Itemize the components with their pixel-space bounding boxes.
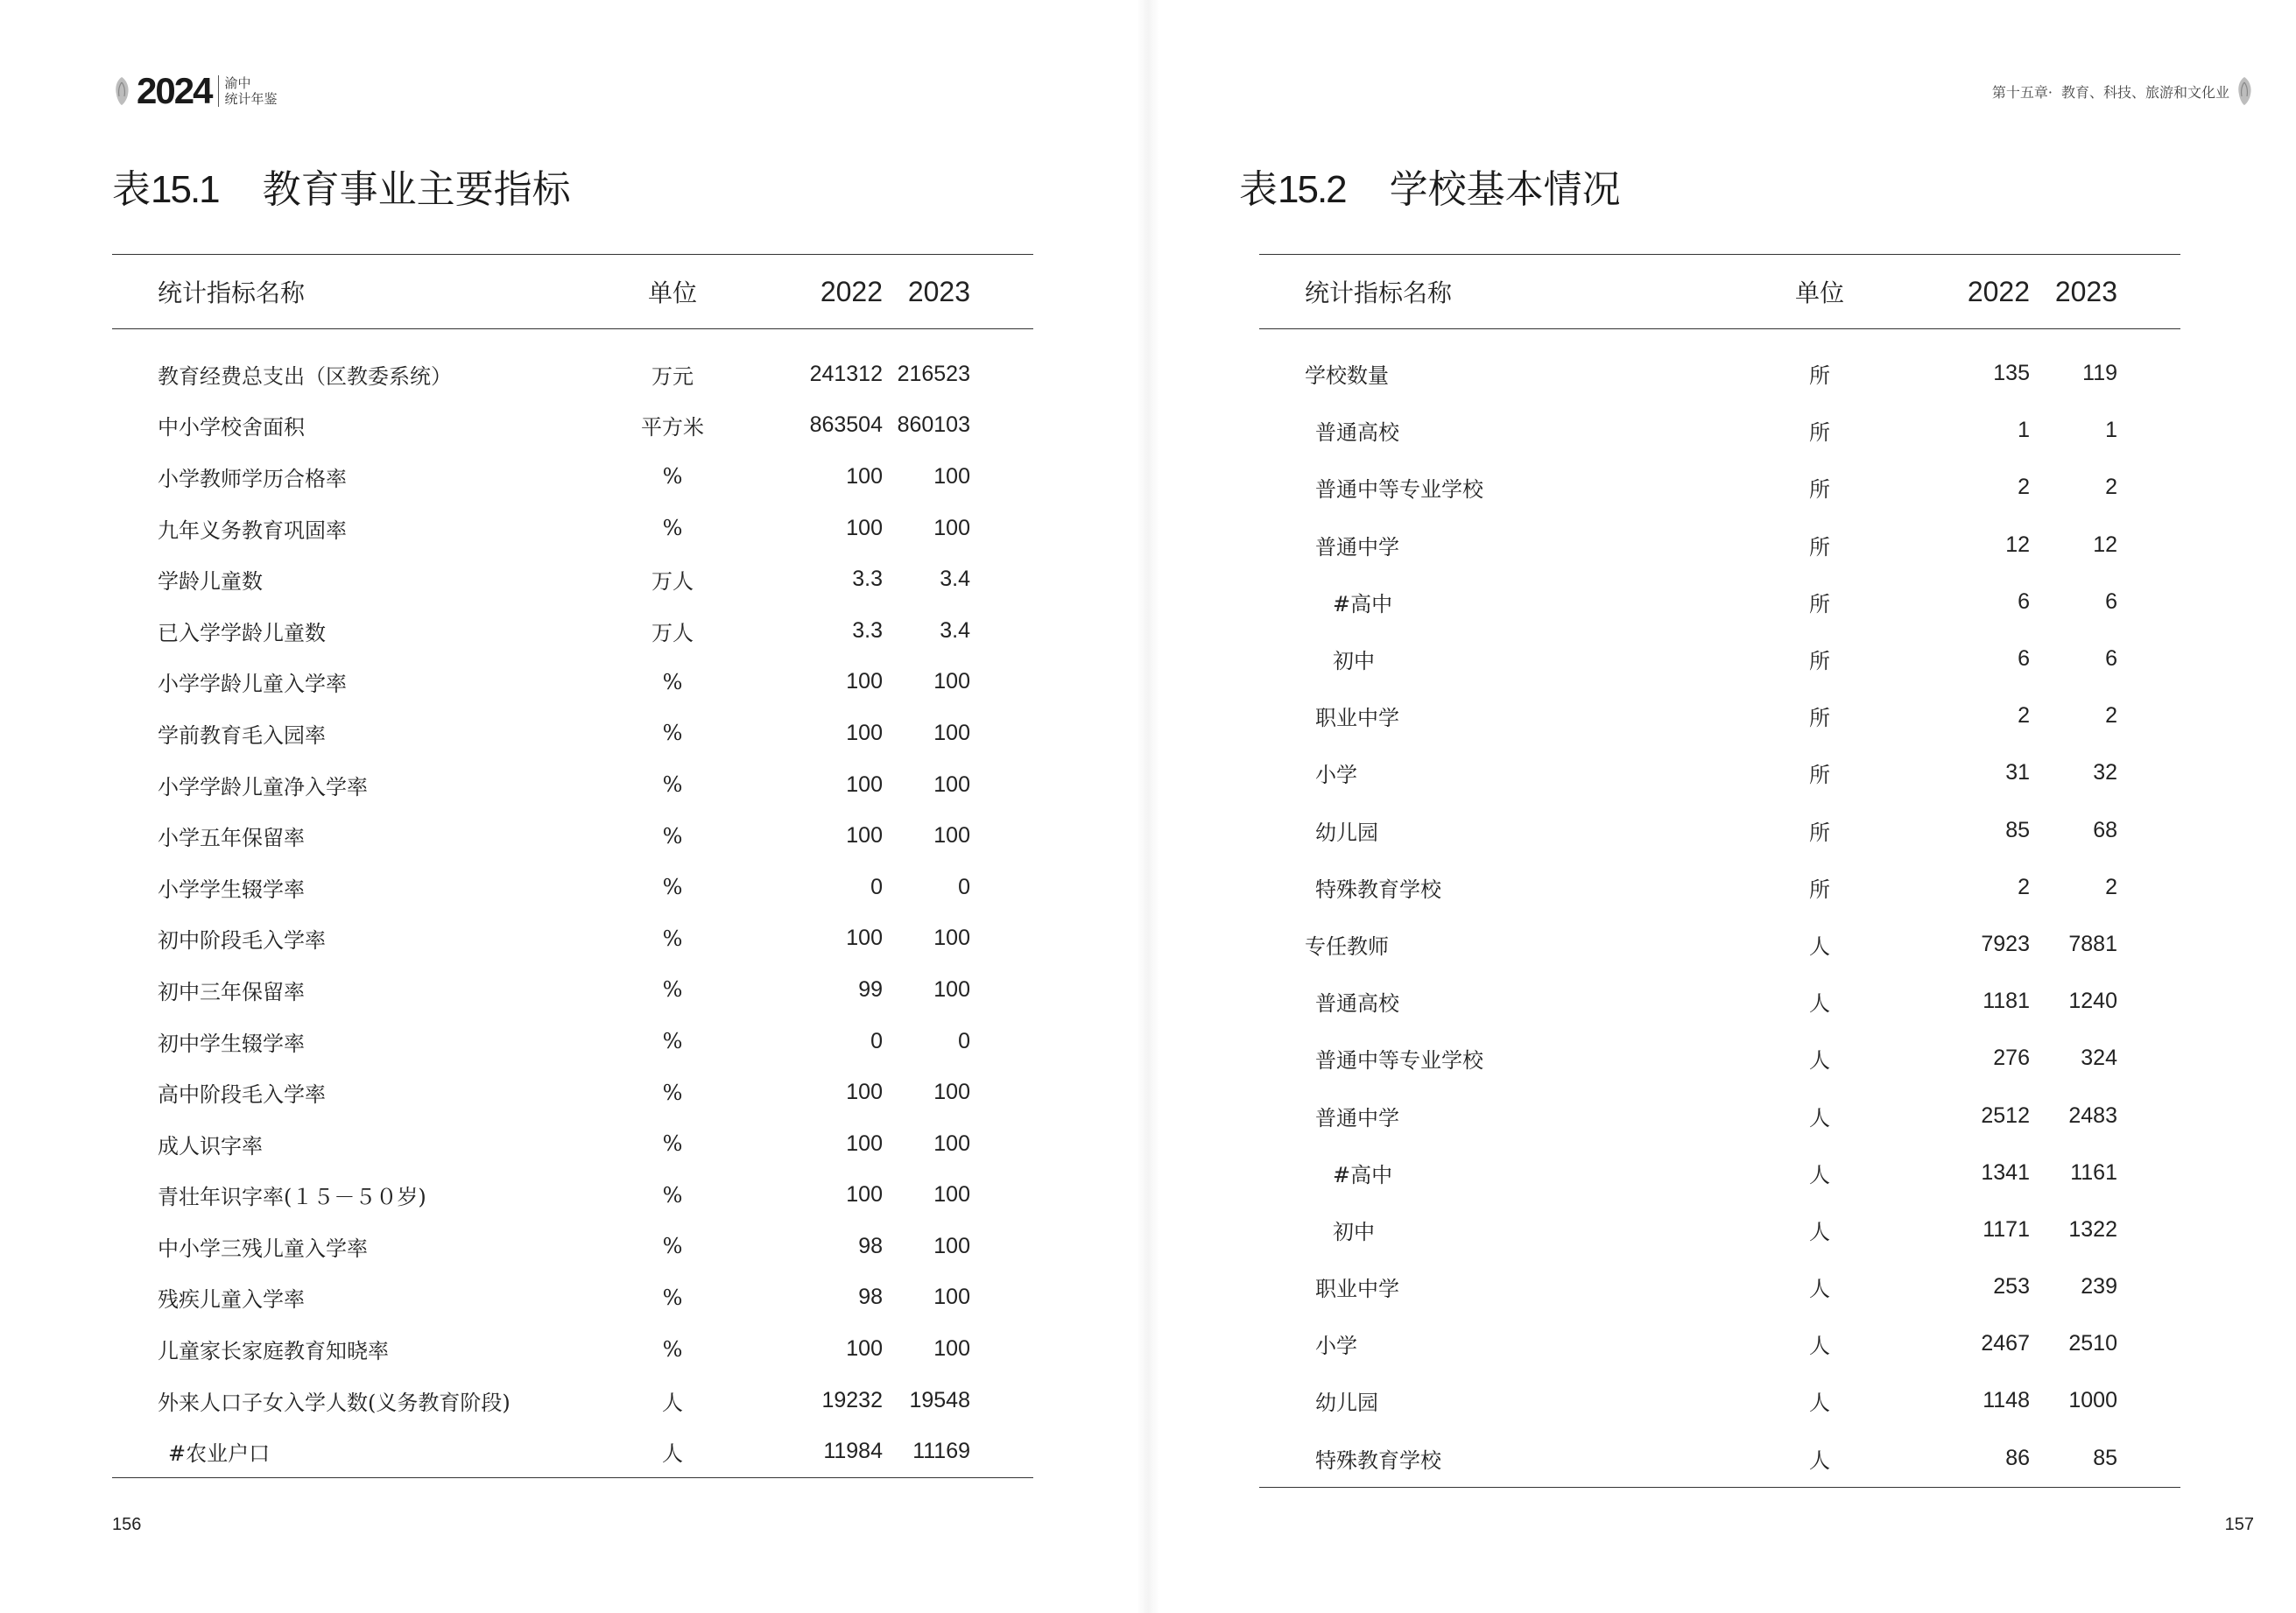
table1-cell-indicator: 初中三年保留率 (158, 979, 305, 1004)
table1-row (112, 1118, 1033, 1170)
table2-row (1259, 1201, 2180, 1258)
table2-cell-2023: 6 (2105, 646, 2117, 672)
table2-cell-2023: 1 (2105, 418, 2117, 443)
table2-cell-2022: 12 (2005, 532, 2030, 557)
table2-cell-2023: 68 (2093, 817, 2117, 842)
table1-row (112, 1375, 1033, 1426)
table2-cell-unit: 所 (1809, 763, 1830, 788)
table2-cell-indicator: 小学 (1315, 763, 1357, 788)
table2-cell-2022: 86 (1890, 1430, 2030, 1488)
table1-title-name: 教育事业主要指标 (262, 167, 571, 212)
table2-row (1259, 517, 2180, 574)
table2-cell-indicator: 专任教师 (1305, 933, 1389, 959)
table1-cell-2022: 98 (858, 1233, 883, 1258)
table1-cell-2022: 100 (846, 669, 883, 694)
table1-cell-unit: 平方米 (641, 415, 704, 440)
table2-cell-2023: 12 (2093, 532, 2117, 557)
table2-cell-2023: 1000 (2068, 1388, 2117, 1413)
table1-cell-2023: 100 (933, 515, 970, 540)
table2-row (1259, 1258, 2180, 1315)
table2-row (1259, 329, 2180, 403)
table2-cell-unit: 所 (1809, 591, 1830, 616)
table2-cell-2022: 6 (2018, 646, 2030, 672)
table2-cell-indicator: 特殊教育学校 (1315, 877, 1441, 902)
table1-cell-2023: 100 (933, 1285, 970, 1310)
table1-cell-unit: % (662, 669, 683, 694)
table1-row (112, 451, 1033, 503)
table1-row (112, 1016, 1033, 1067)
chapter-title: 教育、科技、旅游和文化业 (2060, 83, 2229, 101)
table2-row (1259, 744, 2180, 801)
table2-cell-unit: 人 (1809, 1048, 1830, 1074)
table1-cell-indicator: 残疾儿童入学率 (158, 1287, 305, 1313)
table1-row (112, 1323, 1033, 1375)
table1-cell-2022: 100 (846, 1336, 883, 1362)
table1-cell-2022: 98 (858, 1285, 883, 1310)
table1-row (112, 400, 1033, 452)
table2-cell-indicator: 普通高校 (1315, 991, 1399, 1017)
table1-cell-unit: 万人 (651, 620, 694, 645)
table1-row (112, 1272, 1033, 1324)
table2-row (1259, 1145, 2180, 1201)
table1-cell-2022: 100 (846, 1131, 883, 1156)
table2-cell-2022: 276 (1993, 1046, 2030, 1071)
table2-title-name: 学校基本情况 (1389, 167, 1621, 212)
table1-cell-unit: % (662, 1336, 683, 1362)
table1-row (112, 810, 1033, 862)
table1-cell-unit: % (662, 464, 683, 490)
table1-cell-indicator: 初中学生辍学率 (158, 1031, 305, 1056)
right-page (1148, 0, 2296, 1613)
table1-education-indicators (112, 254, 1033, 1478)
table2-row (1259, 630, 2180, 687)
table1-cell-2023: 100 (933, 1131, 970, 1156)
table2-cell-2022: 1171 (1983, 1216, 2030, 1242)
table2-cell-indicator: 幼儿园 (1315, 820, 1378, 845)
table2-cell-indicator: 普通中学 (1315, 534, 1399, 560)
table1-cell-indicator: 中小学三残儿童入学率 (158, 1236, 368, 1261)
table1-cell-unit: % (662, 772, 683, 798)
table1-col-indicator: 统计指标名称 (112, 255, 602, 329)
table1-cell-2022: 100 (846, 463, 883, 489)
table2-cell-unit: 所 (1809, 649, 1830, 674)
table2-cell-unit: 所 (1809, 363, 1830, 389)
table1-cell-indicator: 儿童家长家庭教育知晓率 (158, 1339, 389, 1364)
table1-cell-2023: 0 (958, 1028, 970, 1053)
table1-cell-indicator: 初中阶段毛入学率 (158, 928, 326, 954)
table2-cell-2022: 2 (2018, 475, 2030, 500)
table1-cell-unit: 人 (602, 1426, 743, 1477)
table1-cell-2023: 860103 (897, 412, 970, 438)
table1-row (112, 1170, 1033, 1222)
table2-cell-2022: 2512 (1981, 1102, 2030, 1128)
table1-cell-2023: 100 (933, 720, 970, 745)
table2-cell-indicator: 普通高校 (1315, 420, 1399, 446)
table1-cell-unit: % (662, 1182, 683, 1208)
table2-cell-unit: 人 (1809, 1162, 1830, 1187)
table2-cell-2023: 2 (2105, 874, 2117, 899)
table1-cell-2023: 100 (933, 1080, 970, 1105)
table1-title-prefix: 表 (112, 167, 151, 212)
table2-cell-2022: 1181 (1983, 989, 2030, 1014)
table1-cell-2023: 100 (933, 1336, 970, 1362)
landmark-emblem-icon (112, 75, 131, 107)
table2-cell-unit: 人 (1809, 1105, 1830, 1131)
table1-cell-2022: 241312 (809, 361, 883, 386)
table2-col-unit: 单位 (1750, 255, 1890, 329)
table2-cell-2022: 2 (2018, 703, 2030, 729)
table1-cell-2022: 100 (846, 515, 883, 540)
table2-cell-indicator: 职业中学 (1315, 1277, 1399, 1302)
table1-col-2022: 2022 (743, 255, 883, 329)
table2-cell-2022: 1148 (1983, 1388, 2030, 1413)
table1-cell-unit: % (662, 823, 683, 849)
table1-cell-unit: 人 (662, 1390, 683, 1415)
table1-cell-2022: 100 (846, 823, 883, 849)
table1-cell-indicator: 小学学生辍学率 (158, 877, 305, 902)
table1-row (112, 553, 1033, 605)
table1-row (112, 605, 1033, 657)
table1-cell-indicator: 高中阶段毛入学率 (158, 1082, 326, 1108)
table2-title-prefix: 表 (1239, 167, 1278, 212)
table1-cell-unit: 万人 (651, 569, 694, 595)
table2-row (1259, 402, 2180, 459)
page-number-left: 156 (112, 1515, 142, 1534)
table1-cell-2022: 0 (870, 874, 883, 899)
table1-cell-2022: 100 (846, 720, 883, 745)
table2-cell-indicator: 特殊教育学校 (1259, 1430, 1750, 1488)
page-number-right: 157 (2224, 1515, 2254, 1534)
table1-cell-indicator: 小学学龄儿童净入学率 (158, 774, 368, 799)
table2-row (1259, 1030, 2180, 1087)
table1-row (112, 913, 1033, 965)
table1-cell-indicator: 青壮年识字率(１５－５０岁) (158, 1185, 426, 1210)
landmark-emblem-icon (2235, 75, 2254, 107)
table1-cell-2023: 11169 (883, 1426, 1033, 1477)
table2-cell-indicator: 普通中学 (1315, 1105, 1399, 1131)
table2-cell-2023: 2 (2105, 703, 2117, 729)
table1-cell-2023: 100 (933, 823, 970, 849)
table1-cell-2023: 100 (933, 771, 970, 797)
table1-cell-2022: 100 (846, 1182, 883, 1208)
table2-row (1259, 802, 2180, 859)
table1-cell-2023: 100 (933, 463, 970, 489)
chapter-header (1990, 74, 2254, 109)
table1-cell-2022: 3.3 (852, 567, 883, 592)
table2-cell-indicator: 初中 (1333, 649, 1375, 674)
table2-cell-indicator: #高中 (1333, 1162, 1393, 1187)
table2-header-row (1259, 255, 2180, 329)
table1-cell-unit: % (662, 1080, 683, 1105)
table1-row (112, 329, 1033, 400)
table1-header-row (112, 255, 1033, 329)
table2-cell-2022: 2467 (1981, 1331, 2030, 1356)
table1-cell-2022: 0 (870, 1028, 883, 1053)
table2-cell-unit: 人 (1809, 933, 1830, 959)
table2-school-basics (1259, 254, 2180, 1488)
table2-col-2023: 2023 (2030, 255, 2180, 329)
table1-cell-2023: 100 (933, 926, 970, 951)
table2-cell-2023: 1240 (2068, 989, 2117, 1014)
table1-cell-2023: 3.4 (940, 617, 970, 643)
table1-title-number: 15.1 (151, 168, 219, 211)
table2-cell-2023: 324 (2081, 1046, 2117, 1071)
table1-row (112, 862, 1033, 913)
table1-cell-indicator: 学前教育毛入园率 (158, 722, 326, 748)
table2-cell-2023: 7881 (2068, 931, 2117, 956)
table2-cell-unit: 人 (1809, 991, 1830, 1017)
table2-row (1259, 1087, 2180, 1144)
table2-cell-2023: 1322 (2068, 1216, 2117, 1242)
table1-cell-2023: 19548 (909, 1387, 970, 1412)
table1-row (112, 657, 1033, 708)
table1-cell-2022: 11984 (743, 1426, 883, 1477)
table2-row (1259, 916, 2180, 973)
table2-title (1239, 158, 1621, 214)
table2-cell-indicator: 幼儿园 (1315, 1391, 1378, 1416)
table1-title (112, 158, 571, 214)
table1-col-unit: 单位 (602, 255, 743, 329)
table2-row (1259, 973, 2180, 1030)
table2-cell-indicator: 初中 (1333, 1219, 1375, 1244)
table2-cell-2023: 85 (2030, 1430, 2180, 1488)
table2-cell-2022: 1 (2018, 418, 2030, 443)
table2-cell-2023: 6 (2105, 588, 2117, 614)
table1-cell-unit: % (662, 875, 683, 900)
table2-col-indicator: 统计指标名称 (1259, 255, 1750, 329)
table1-cell-unit: % (662, 1131, 683, 1157)
table2-row (1259, 459, 2180, 516)
table1-cell-unit: 万元 (651, 363, 694, 389)
table2-cell-unit: 所 (1809, 706, 1830, 731)
table2-cell-unit: 人 (1809, 1391, 1830, 1416)
table2-cell-2022: 7923 (1981, 931, 2030, 956)
table1-cell-indicator: 学龄儿童数 (158, 569, 263, 595)
yearbook-name-line2: 统计年鉴 (224, 91, 278, 107)
table2-cell-unit: 所 (1809, 534, 1830, 560)
table2-cell-indicator: 普通中等专业学校 (1315, 477, 1483, 503)
table1-cell-2023: 100 (933, 1182, 970, 1208)
table1-cell-2022: 100 (846, 771, 883, 797)
table1-row (112, 1221, 1033, 1272)
table1-cell-2022: 3.3 (852, 617, 883, 643)
table1-cell-unit: % (662, 721, 683, 746)
table1-cell-unit: % (662, 1234, 683, 1259)
table2-title-number: 15.2 (1278, 168, 1346, 211)
table2-cell-2023: 1161 (2070, 1159, 2117, 1185)
table2-col-2022: 2022 (1890, 255, 2030, 329)
table2-cell-unit: 人 (1750, 1430, 1890, 1488)
table1-cell-indicator: 外来人口子女入学人数(义务教育阶段) (158, 1390, 511, 1415)
table2-cell-indicator: 普通中等专业学校 (1315, 1048, 1483, 1074)
table1-row (112, 708, 1033, 759)
table1-row (112, 503, 1033, 554)
table1-cell-indicator: 中小学校舍面积 (158, 415, 305, 440)
yearbook-year: 2024 (137, 70, 212, 111)
table1-row (112, 1067, 1033, 1118)
table2-row (1259, 1430, 2180, 1488)
table1-cell-2022: 99 (858, 976, 883, 1002)
table1-cell-unit: % (662, 516, 683, 541)
table2-cell-2022: 1341 (1981, 1159, 2030, 1185)
table2-cell-indicator: #高中 (1333, 591, 1393, 616)
table1-cell-indicator: 小学五年保留率 (158, 826, 305, 851)
table1-cell-indicator: 成人识字率 (158, 1133, 263, 1159)
table2-cell-unit: 所 (1809, 820, 1830, 845)
yearbook-logo (112, 68, 277, 114)
table2-cell-unit: 所 (1809, 420, 1830, 446)
table1-row (112, 964, 1033, 1016)
table1-row (112, 1426, 1033, 1477)
table2-cell-2023: 32 (2093, 760, 2117, 785)
table1-cell-unit: % (662, 1029, 683, 1054)
table1-cell-indicator: 九年义务教育巩固率 (158, 518, 347, 543)
table2-cell-unit: 所 (1809, 877, 1830, 902)
table1-cell-2023: 100 (933, 1233, 970, 1258)
table2-cell-2022: 85 (2005, 817, 2030, 842)
table2-cell-unit: 人 (1809, 1219, 1830, 1244)
table1-cell-2023: 100 (933, 976, 970, 1002)
table2-cell-2022: 135 (1993, 361, 2030, 386)
yearbook-name-line1: 渝中 (224, 75, 251, 91)
table2-row (1259, 687, 2180, 744)
table1-cell-indicator: 已入学学龄儿童数 (158, 620, 326, 645)
table2-cell-2022: 2 (2018, 874, 2030, 899)
table2-cell-indicator: 学校数量 (1305, 363, 1389, 389)
table2-cell-2023: 239 (2081, 1274, 2117, 1300)
table2-cell-2023: 2483 (2068, 1102, 2117, 1128)
table1-cell-2023: 0 (958, 874, 970, 899)
table1-cell-unit: % (662, 926, 683, 951)
table1-cell-2022: 863504 (809, 412, 883, 438)
table1-col-2023: 2023 (883, 255, 1033, 329)
table1-cell-2022: 19232 (821, 1387, 883, 1412)
table2-cell-2022: 253 (1993, 1274, 2030, 1300)
table2-cell-2023: 2510 (2068, 1331, 2117, 1356)
table1-cell-2023: 3.4 (940, 567, 970, 592)
table1-cell-2023: 100 (933, 669, 970, 694)
table2-cell-unit: 人 (1809, 1334, 1830, 1359)
table1-cell-unit: % (662, 1285, 683, 1310)
table2-cell-2022: 31 (2005, 760, 2030, 785)
table2-row (1259, 1315, 2180, 1372)
table2-cell-indicator: 小学 (1315, 1334, 1357, 1359)
table1-cell-indicator: 小学学龄儿童入学率 (158, 672, 347, 697)
table2-cell-indicator: 职业中学 (1315, 706, 1399, 731)
yearbook-name (218, 75, 277, 107)
table2-row (1259, 859, 2180, 916)
table1-cell-2023: 216523 (897, 361, 970, 386)
table2-row (1259, 574, 2180, 630)
table1-cell-2022: 100 (846, 1080, 883, 1105)
table2-cell-unit: 人 (1809, 1277, 1830, 1302)
table1-cell-indicator: 教育经费总支出（区教委系统） (158, 363, 452, 389)
table2-cell-2022: 6 (2018, 588, 2030, 614)
table2-cell-2023: 119 (2082, 361, 2117, 386)
table1-cell-2022: 100 (846, 926, 883, 951)
table1-cell-indicator: #农业户口 (112, 1426, 602, 1477)
table1-row (112, 759, 1033, 811)
table1-cell-unit: % (662, 977, 683, 1003)
chapter-label: 第十五章· (1991, 83, 2053, 101)
table2-cell-unit: 所 (1809, 477, 1830, 503)
table1-cell-indicator: 小学教师学历合格率 (158, 466, 347, 491)
table2-row (1259, 1372, 2180, 1429)
table2-cell-2023: 2 (2105, 475, 2117, 500)
